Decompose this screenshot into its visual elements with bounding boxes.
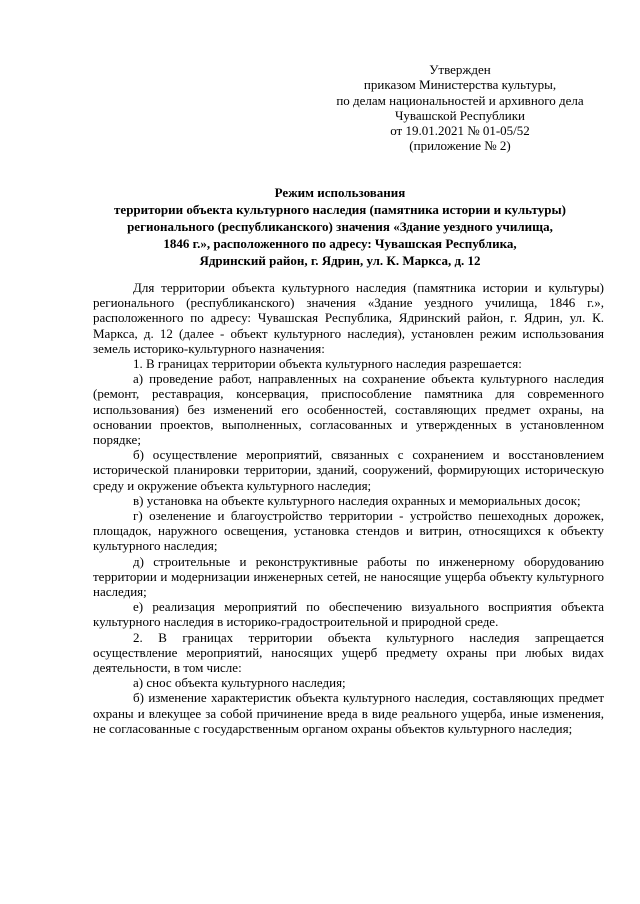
title-line: Ядринский район, г. Ядрин, ул. К. Маркса, д. 12 bbox=[199, 253, 481, 268]
list-item: е) реализация мероприятий по обеспечению визуального восприятия объекта культурного наследия в историко-градостроительной и природной среде. bbox=[93, 599, 604, 630]
list-item: в) установка на объекте культурного наследия охранных и мемориальных досок; bbox=[133, 492, 581, 508]
list-item: г) озеленение и благоустройство территории - устройство пешеходных дорожек, площадок, наружного освещения, установка стендов и витрин, относящихся к объекту культурного наследия; bbox=[93, 508, 604, 554]
approval-line: приказом Министерства культуры, bbox=[363, 77, 557, 93]
section-heading: 2. В границах территории объекта культурного наследия запрещается осуществление мероприятий, наносящих ущерб предмету охраны при любых видах деятельности, в том числе: bbox=[93, 629, 604, 676]
approval-line: Чувашской Республики bbox=[394, 107, 526, 123]
approval-line: (приложение № 2) bbox=[409, 138, 511, 154]
approval-block bbox=[300, 62, 620, 154]
title-line: регионального (республиканского) значения «Здание уездного училища, bbox=[127, 219, 553, 234]
approval-line: от 19.01.2021 № 01-05/52 bbox=[390, 123, 530, 139]
list-item: б) изменение характеристик объекта культурного наследия, составляющих предмет охраны и влекущее за собой причинение вреда в виде реального ущерба, иные изменения, не согласованные с государственным органом охраны объектов культурного наследия; bbox=[93, 690, 604, 736]
title-line: 1846 г.», расположенного по адресу: Чувашская Республика, bbox=[163, 236, 517, 251]
list-item: д) строительные и реконструктивные работы по инженерному оборудованию территории и модернизации инженерных сетей, не наносящие ущерба объекту культурного наследия; bbox=[93, 553, 604, 600]
list-item: б) осуществление мероприятий, связанных с сохранением и восстановлением исторической планировки территории, зданий, сооружений, формирующих историческую среду и окружение объекта культурного наследия; bbox=[93, 447, 604, 493]
document-title bbox=[60, 184, 620, 269]
intro-paragraph: Для территории объекта культурного наследия (памятника истории и культуры) регионального (республиканского) значения «Здание уездного училища, 1846 г.», расположенного по адресу: Чувашская Республика, Ядринский район, г. Ядрин, ул. К. Маркса, д. 12 (далее - объект культурного наследия), установлен режим использования земель историко-культурного назначения: bbox=[93, 280, 604, 356]
list-item: а) снос объекта культурного наследия; bbox=[133, 675, 346, 691]
approval-line: по делам национальностей и архивного дела bbox=[336, 92, 584, 108]
title-line: Режим использования bbox=[274, 185, 406, 200]
document-body bbox=[93, 280, 604, 736]
list-item: а) проведение работ, направленных на сохранение объекта культурного наследия (ремонт, реставрация, консервация, приспособление памятника для современного использования) без изменений его особенностей, составляющих предмет охраны, на основании проектов, выполненных, согласованных и утвержденных в установленном порядке; bbox=[93, 371, 604, 448]
approval-line: Утвержден bbox=[429, 62, 491, 77]
section-heading: 1. В границах территории объекта культурного наследия разрешается: bbox=[133, 356, 522, 372]
title-line: территории объекта культурного наследия (памятника истории и культуры) bbox=[114, 202, 566, 217]
